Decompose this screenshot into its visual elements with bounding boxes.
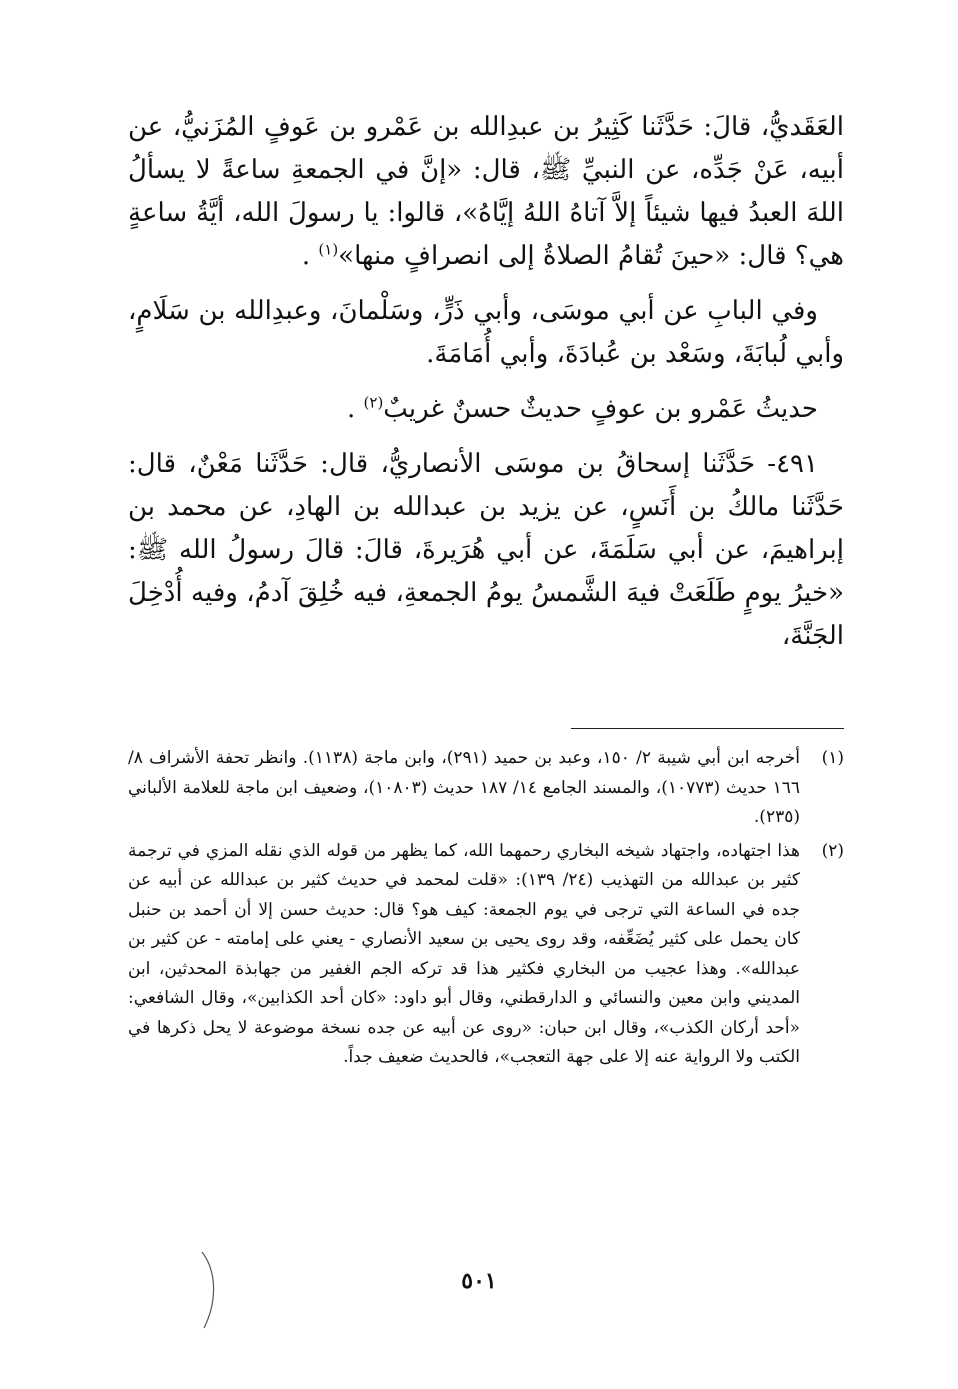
footnote-1-number: (١) <box>821 748 844 768</box>
footnote-1-text: أخرجه ابن أبي شيبة ٢/ ١٥٠، وعبد بن حميد (٢٩١)، وابن ماجة (١١٣٨). وانظر تحفة الأشراف ٨/ ١٦٦ حديث (١٠٧٧٣)، والمسند الجامع ١٤/ ١٨٧ حديث (١٠٨٠٣)، وضعيف ابن ماجة للعلامة الألباني (٢٣٥). <box>128 748 800 827</box>
footnotes-section <box>128 744 844 1077</box>
page-number: ٥٠١ <box>461 1268 497 1294</box>
grading-paragraph-tail: . <box>346 394 364 424</box>
footnote-ref-1[interactable]: (١) <box>318 240 339 259</box>
footnote-divider <box>571 728 844 729</box>
margin-pencil-mark <box>196 1250 226 1330</box>
footnote-1 <box>128 744 844 833</box>
hadith-paragraph-1-tail: . <box>301 241 319 271</box>
footnote-2 <box>128 837 844 1073</box>
footnote-2-number: (٢) <box>821 840 844 861</box>
chapter-references-paragraph: وفي البابِ عن أبي موسَى، وأبي ذَرٍّ، وسَلْمانَ، وعبدِالله بن سَلَامٍ، وأبي لُبابَةَ، وسَعْد بن عُبادَةَ، وأبي أُمَامَةَ. <box>128 296 844 369</box>
footnote-2-text: هذا اجتهاده، واجتهاد شيخه البخاري رحمهما الله، كما يظهر من قوله الذي نقله المزي في ترجمة كثير بن عبدالله من التهذيب (٢٤/ ١٣٩): «قلت لمحمد في حديث كثير بن عبدالله عن أبيه عن جده في الساعة التي ترجى في يوم الجمعة: كيف هو؟ قال: حديث حسن إلا أن أحمد بن حنبل كان يحمل على كثير يُضَعِّفه، وقد روى يحيى بن سعيد الأنصاري - يعني على إمامته - عن كثير بن عبدالله». وهذا عجيب من البخاري فكثير هذا قد تركه الجم الغفير من جهابذة المحدثين، ابن المديني وابن معين والنسائي و الدارقطني، وقال أبو داود: «كان أحد الكذابين»، وقال الشافعي: «أحد أركان الكذب»، وقال ابن حبان: «روى عن أبيه عن جده نسخة موضوعة لا يحل ذكرها في الكتب ولا الرواية عنه إلا على جهة التعجب»، فالحديث ضعيف جداً. <box>128 840 800 1067</box>
footnote-ref-2[interactable]: (٢) <box>363 393 384 412</box>
hadith-paragraph-1 <box>128 106 844 278</box>
hadith-paragraph-491: ٤٩١- حَدَّثَنا إسحاقُ بن موسَى الأنصاريُّ، قال: حَدَّثَنا مَعْنٌ، قال: حَدَّثَنا مالكُ بن أَنَسٍ، عن يزيد بن عبدالله بن الهادِ، عن محمد بن إبراهيمَ، عن أبي سَلَمَةَ، عن أبي هُرَيرةَ، قالَ: قالَ رسولُ الله ﷺ: «خيرُ يومٍ طَلَعَتْ فيهَ الشَّمسُ يومُ الجمعةِ، فيه خُلِقَ آدمُ، وفيه أُدْخِلَ الجَنَّةَ، <box>128 449 844 651</box>
grading-paragraph-text: حديثُ عَمْرو بن عوفٍ حديثٌ حسنٌ غريبٌ <box>383 394 818 424</box>
grading-paragraph <box>128 388 844 431</box>
main-text <box>128 106 844 658</box>
hadith-paragraph-1-text: العَقَديُّ، قالَ: حَدَّثَنا كَثِيرُ بن عبدِالله بن عَمْرو بن عَوفٍ المُزَنيُّ، عن أبيه، عَنْ جَدِّه، عن النبيِّ ﷺ، قال: «إنَّ في الجمعةِ ساعةً لا يسألُ اللهَ العبدُ فيها شيئاً إلاَّ آتاهُ اللهُ إيَّاهُ»، قالوا: يا رسولَ الله، أيَّةُ ساعةٍ هي؟ قال: «حينَ تُقامُ الصلاةُ إلى انصرافٍ منها» <box>128 112 844 271</box>
